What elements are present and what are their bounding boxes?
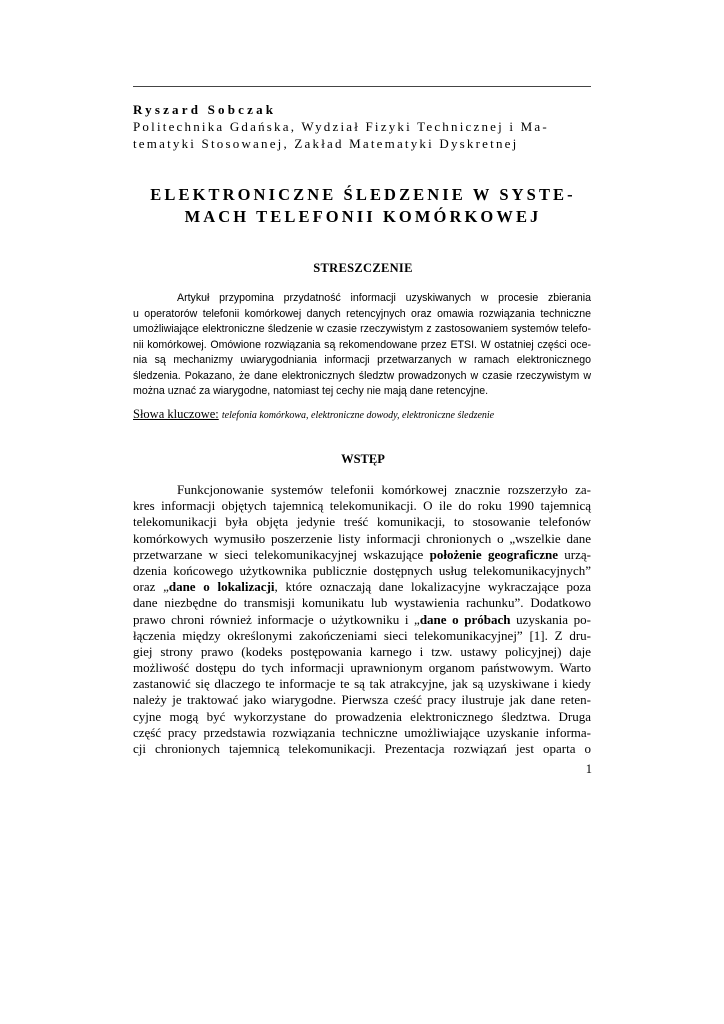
text-run: telekomunikacji była objęta jedynie treść komunikacji, to stosowanie telefonów <box>133 514 591 530</box>
body-line <box>133 563 591 579</box>
body-line <box>133 628 591 644</box>
abstract-line: u operatorów telefonii komórkowej danych retencyjnych oraz omawia rozwiązania techniczne <box>133 307 591 320</box>
abstract-text <box>133 291 591 400</box>
text-run: prawo chroni również informacje o użytkowniku i „ <box>133 611 420 627</box>
text-run: dzenia końcowego użytkownika publicznie dostępnych usług telekomunikacyjnych” <box>133 562 591 578</box>
header-rule <box>133 86 591 87</box>
text-run: giej strony prawo (kodeks postępowania karnego i tzw. ustawy policyjnej) daje <box>133 643 591 659</box>
affiliation-line: Politechnika Gdańska, Wydział Fizyki Technicznej i Ma- <box>133 119 549 134</box>
text-run: zastanowić się dlaczego te informacje te są tak atrakcyjne, jak są uzyskiwane i kiedy <box>133 676 591 692</box>
author-name: Ryszard Sobczak <box>133 102 277 117</box>
bold-term: dane o lokalizacji <box>168 579 275 595</box>
body-line <box>133 514 591 530</box>
body-line <box>133 612 591 628</box>
text-run: część pracy przedstawia rozwiązania techniczne umożliwiające uzyskanie informa- <box>133 724 591 740</box>
bold-term: dane o próbach <box>419 611 511 627</box>
body-line <box>133 660 591 676</box>
body-line <box>133 595 591 611</box>
body-line <box>133 692 591 708</box>
body-line <box>133 676 591 692</box>
text-run: możliwość dostępu do tych informacji uprawnionym organom państwowym. Warto <box>133 660 591 676</box>
bold-term: położenie geograficzne <box>429 546 558 562</box>
body-line <box>133 644 591 660</box>
text-run: komórkowych wymusiło poszerzenie listy informacji chronionych o „wszelkie dane <box>133 530 591 546</box>
keywords-values: telefonia komórkowa, elektroniczne dowody, elektroniczne śledzenie <box>221 410 495 421</box>
text-run: cyjne mogą być wykorzystane do prowadzenia elektronicznego śledztwa. Druga <box>133 708 591 724</box>
body-line <box>133 579 591 595</box>
text-run: cji chronionych tajemnicą telekomunikacji. Prezentacja rozwiązań jest oparta o <box>133 741 591 756</box>
intro-body-text <box>133 482 591 757</box>
text-run: kres informacji objętych tajemnicą telekomunikacji. O ile do roku 1990 tajemnicą <box>133 498 591 514</box>
abstract-line: umożliwiające elektroniczne śledzenie w czasie rzeczywistym z zastosowaniem systemów telefo- <box>133 323 591 335</box>
text-run: , które oznaczają dane lokalizacyjne wykraczające poza <box>274 579 592 595</box>
body-line <box>133 531 591 547</box>
keywords <box>133 407 593 422</box>
text-run: należy je traktować jako wiarygodne. Pierwsza cześć pracy ilustruje jak dane reten- <box>133 692 591 708</box>
body-line <box>133 498 591 514</box>
text-run: urzą- <box>557 546 592 562</box>
body-line <box>133 725 591 741</box>
text-run: Funkcjonowanie systemów telefonii komórkowej znacznie rozszerzyło za- <box>177 482 591 497</box>
affiliation-line: tematyki Stosowanej, Zakład Matematyki Dyskretnej <box>133 136 519 151</box>
title-line: ELEKTRONICZNE ŚLEDZENIE W SYSTE- <box>150 185 576 204</box>
abstract-heading: STRESZCZENIE <box>313 261 413 275</box>
title-line: MACH TELEFONII KOMÓRKOWEJ <box>184 207 542 226</box>
body-line <box>133 709 591 725</box>
section-heading-intro: WSTĘP <box>341 452 385 466</box>
text-run: oraz „ <box>133 579 169 595</box>
text-run: łączenia między określonymi zakończeniami sieci telekomunikacyjnej” [1]. Z dru- <box>133 627 591 643</box>
abstract-line: nia są mechanizmy uwiarygodniania informacji przetwarzanych w ramach elektronicznego <box>133 354 591 366</box>
page-number: 1 <box>585 762 592 776</box>
text-run: przetwarzane w sieci telekomunikacyjnej wskazujące <box>133 546 430 562</box>
abstract-line: Artykuł przypomina przydatność informacji uzyskiwanych w procesie zbierania <box>177 292 591 304</box>
author-block <box>133 101 593 152</box>
body-line <box>133 741 591 757</box>
body-line <box>133 482 591 498</box>
text-run: dane niezbędne do transmisji komunikatu lub wystawienia rachunku”. Dodatkowo <box>133 595 591 611</box>
abstract-line: nii komórkowej. Omówione rozwiązania są rekomendowane przez ETSI. W ostatniej części oce- <box>133 338 591 351</box>
text-run: uzyskania po- <box>510 611 591 627</box>
body-line <box>133 547 591 563</box>
abstract-line: można uznać za wiarygodne, natomiast tej cechy nie mają dane retencyjne. <box>133 385 489 397</box>
keywords-label: Słowa kluczowe: <box>133 407 219 421</box>
paper-title <box>133 184 593 228</box>
abstract-line: śledzenia. Pokazano, że dane elektronicznych śledztw prowadzonych w czasie rzeczywistym w <box>133 369 591 382</box>
